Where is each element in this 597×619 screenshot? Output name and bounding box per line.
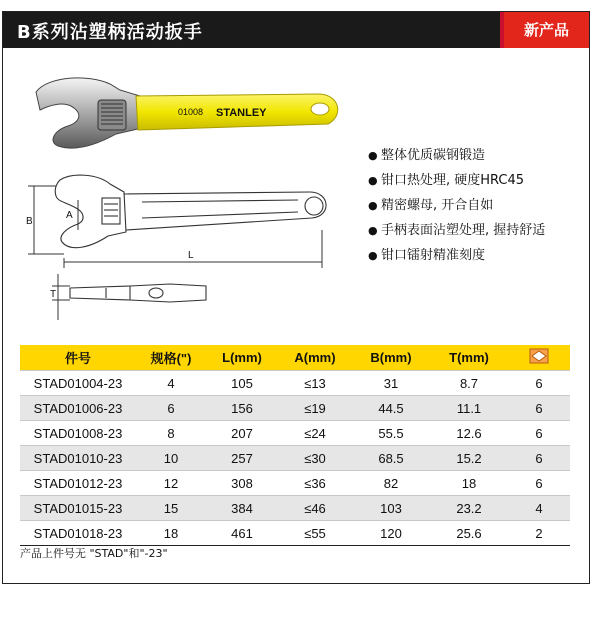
table-cell: 68.5 — [352, 446, 430, 471]
table-cell: ≤46 — [278, 496, 352, 521]
bullet-icon: ● — [368, 149, 378, 162]
table-row — [20, 521, 570, 546]
dim-t-label: T — [50, 289, 57, 300]
table-cell: 120 — [352, 521, 430, 546]
table-cell: 15 — [136, 496, 206, 521]
table-cell: 18 — [136, 521, 206, 546]
table-cell: 55.5 — [352, 421, 430, 446]
table-cell: STAD01004-23 — [20, 371, 136, 396]
header-bar — [3, 12, 589, 48]
col-length: L(mm) — [222, 350, 262, 365]
table-header-row — [20, 345, 570, 371]
table-row — [20, 396, 570, 421]
feature-list — [368, 147, 578, 272]
table-cell: 6 — [508, 421, 570, 446]
table-row — [20, 471, 570, 496]
table-cell: ≤13 — [278, 371, 352, 396]
table-cell: 11.1 — [430, 396, 508, 421]
feature-item: ● 整体优质碳钢锻造 — [368, 148, 486, 163]
table-cell: 6 — [508, 371, 570, 396]
table-cell: ≤55 — [278, 521, 352, 546]
table-cell: 18 — [430, 471, 508, 496]
table-cell: STAD01015-23 — [20, 496, 136, 521]
table-cell: STAD01010-23 — [20, 446, 136, 471]
dim-l-label: L — [188, 250, 194, 261]
page-title: B系列沾塑柄活动扳手 — [17, 22, 203, 43]
table-cell: 31 — [352, 371, 430, 396]
col-a: A(mm) — [294, 350, 336, 365]
col-t: T(mm) — [449, 350, 489, 365]
table-cell: 44.5 — [352, 396, 430, 421]
table-cell: 25.6 — [430, 521, 508, 546]
photo-brand-label: STANLEY — [216, 107, 267, 119]
table-cell: 103 — [352, 496, 430, 521]
dim-a-label: A — [66, 210, 73, 221]
table-cell: ≤24 — [278, 421, 352, 446]
table-cell: STAD01008-23 — [20, 421, 136, 446]
bullet-icon: ● — [368, 174, 378, 187]
table-cell: 156 — [206, 396, 278, 421]
table-cell: 308 — [206, 471, 278, 496]
feature-item: ● 精密螺母, 开合自如 — [368, 198, 494, 213]
bullet-icon: ● — [368, 224, 378, 237]
spec-table — [20, 345, 570, 546]
table-cell: ≤36 — [278, 471, 352, 496]
table-cell: 6 — [508, 396, 570, 421]
table-cell: 4 — [136, 371, 206, 396]
table-cell: 10 — [136, 446, 206, 471]
dim-b-label: B — [26, 216, 33, 227]
table-cell: 8.7 — [430, 371, 508, 396]
col-b: B(mm) — [370, 350, 412, 365]
table-row — [20, 371, 570, 396]
photo-model-label: 01008 — [178, 107, 204, 117]
bullet-icon: ● — [368, 199, 378, 212]
new-product-badge: 新产品 — [504, 12, 589, 48]
table-cell: 461 — [206, 521, 278, 546]
table-cell: 82 — [352, 471, 430, 496]
table-row — [20, 496, 570, 521]
table-cell: 23.2 — [430, 496, 508, 521]
table-cell: 12.6 — [430, 421, 508, 446]
table-cell: 15.2 — [430, 446, 508, 471]
col-size: 规格(") — [150, 351, 192, 366]
table-cell: 207 — [206, 421, 278, 446]
box-icon — [529, 348, 549, 364]
table-cell: 8 — [136, 421, 206, 446]
table-row — [20, 446, 570, 471]
wrench-dimension-drawing — [20, 170, 340, 335]
table-cell: 6 — [136, 396, 206, 421]
table-cell: STAD01018-23 — [20, 521, 136, 546]
table-cell: 6 — [508, 471, 570, 496]
wrench-photo — [28, 70, 348, 165]
table-cell: ≤19 — [278, 396, 352, 421]
table-cell: 257 — [206, 446, 278, 471]
feature-item: ● 手柄表面沾塑处理, 握持舒适 — [368, 223, 546, 238]
table-cell: 105 — [206, 371, 278, 396]
table-cell: 2 — [508, 521, 570, 546]
table-row — [20, 421, 570, 446]
col-part-number: 件号 — [64, 351, 91, 366]
feature-item: ● 钳口镭射精准刻度 — [368, 248, 486, 263]
table-cell: 384 — [206, 496, 278, 521]
feature-item: ● 钳口热处理, 硬度HRC45 — [368, 173, 525, 188]
table-cell: STAD01012-23 — [20, 471, 136, 496]
table-cell: ≤30 — [278, 446, 352, 471]
footnote: 产品上件号无 "STAD"和"-23" — [20, 547, 168, 560]
table-cell: 12 — [136, 471, 206, 496]
bullet-icon: ● — [368, 249, 378, 262]
table-cell: 4 — [508, 496, 570, 521]
table-cell: STAD01006-23 — [20, 396, 136, 421]
table-cell: 6 — [508, 446, 570, 471]
col-pack — [508, 345, 570, 371]
